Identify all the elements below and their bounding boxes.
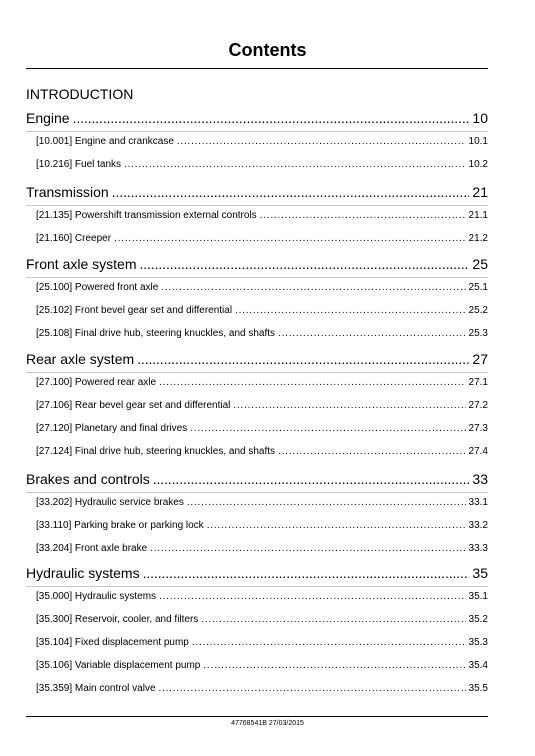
toc-item-title: [33.204] Front axle brake (36, 543, 148, 554)
toc-item-title: [27.100] Powered rear axle (36, 377, 157, 388)
dot-leader (139, 256, 469, 272)
toc-item-title: [35.359] Main control valve (36, 683, 156, 694)
toc-section-page: 25 (472, 256, 488, 272)
toc-item[interactable] (26, 400, 488, 414)
toc-item-page: 35.2 (468, 614, 488, 625)
toc-item-page: 27.4 (468, 446, 488, 457)
dot-leader (159, 683, 466, 694)
toc-item[interactable] (26, 305, 488, 319)
dot-leader (207, 520, 466, 531)
dot-leader (190, 423, 465, 434)
toc-item-title: [33.202] Hydraulic service brakes (36, 497, 184, 508)
title-rule (26, 68, 488, 69)
dot-leader (278, 328, 466, 339)
dot-leader (187, 497, 466, 508)
dot-leader (124, 159, 465, 170)
toc-item[interactable] (26, 377, 488, 391)
toc-section-title: Engine (26, 110, 70, 126)
section-divider (26, 492, 488, 493)
dot-leader (260, 210, 466, 221)
toc-item-title: [27.124] Final drive hub, steering knuckles, and shafts (36, 446, 276, 457)
toc-item-title: [10.001] Engine and crankcase (36, 136, 174, 147)
toc-item-page: 35.3 (468, 637, 488, 648)
dot-leader (159, 591, 465, 602)
dot-leader (233, 400, 465, 411)
toc-item[interactable] (26, 446, 488, 460)
toc-section[interactable] (26, 110, 488, 130)
toc-item-title: [27.120] Planetary and final drives (36, 423, 188, 434)
toc-section-title: Front axle system (26, 256, 137, 272)
toc-item-page: 33.1 (468, 497, 488, 508)
toc-item-page: 21.2 (468, 233, 488, 244)
toc-item-page: 27.3 (468, 423, 488, 434)
dot-leader (143, 565, 470, 581)
toc-item-page: 33.2 (468, 520, 488, 531)
toc-item[interactable] (26, 233, 488, 247)
toc-item-title: [25.108] Final drive hub, steering knuckles, and shafts (36, 328, 276, 339)
toc-item-page: 27.1 (468, 377, 488, 388)
toc-item[interactable] (26, 210, 488, 224)
page-title: Contents (228, 40, 307, 60)
toc-item[interactable] (26, 660, 488, 674)
toc-item-page: 35.1 (468, 591, 488, 602)
toc-item-page: 10.1 (468, 136, 488, 147)
toc-item-title: [27.106] Rear bevel gear set and differential (36, 400, 231, 411)
footer-rule (26, 716, 488, 717)
toc-item-title: [35.300] Reservoir, cooler, and filters (36, 614, 199, 625)
toc-section-title: Transmission (26, 184, 109, 200)
toc-item-page: 35.4 (468, 660, 488, 671)
toc-section-page: 35 (472, 565, 488, 581)
toc-item[interactable] (26, 614, 488, 628)
toc-section-title: Hydraulic systems (26, 565, 140, 581)
dot-leader (278, 446, 466, 457)
toc-section[interactable] (26, 256, 488, 276)
dot-leader (73, 110, 470, 126)
dot-leader (192, 637, 466, 648)
dot-leader (177, 136, 466, 147)
toc-item-page: 35.5 (468, 683, 488, 694)
toc-section-page: 33 (472, 471, 488, 487)
dot-leader (203, 660, 465, 671)
dot-leader (201, 614, 465, 625)
toc-item-title: [21.160] Creeper (36, 233, 112, 244)
toc-item[interactable] (26, 591, 488, 605)
toc-item-page: 25.1 (468, 282, 488, 293)
toc-section[interactable] (26, 565, 488, 585)
section-divider (26, 205, 488, 206)
dot-leader (150, 543, 465, 554)
dot-leader (137, 351, 469, 367)
toc-item-title: [25.102] Front bevel gear set and differential (36, 305, 233, 316)
toc-item-title: [35.106] Variable displacement pump (36, 660, 201, 671)
toc-item[interactable] (26, 520, 488, 534)
toc-item[interactable] (26, 423, 488, 437)
toc-item-page: 25.3 (468, 328, 488, 339)
toc-section-title: Rear axle system (26, 351, 135, 367)
toc-section-page: 27 (472, 351, 488, 367)
toc-item-title: [35.000] Hydraulic systems (36, 591, 157, 602)
toc-item[interactable] (26, 637, 488, 651)
toc-item[interactable] (26, 543, 488, 557)
toc-item-title: [25.100] Powered front axle (36, 282, 159, 293)
toc-item[interactable] (26, 497, 488, 511)
toc-item-page: 21.1 (468, 210, 488, 221)
section-divider (26, 131, 488, 132)
toc-item-page: 33.3 (468, 543, 488, 554)
toc-section[interactable] (26, 184, 488, 204)
dot-leader (235, 305, 465, 316)
toc-section-page: 21 (472, 184, 488, 200)
dot-leader (112, 184, 470, 200)
toc-item[interactable] (26, 282, 488, 296)
introduction-heading: INTRODUCTION (26, 86, 134, 102)
toc-item[interactable] (26, 328, 488, 342)
toc-item-page: 10.2 (468, 159, 488, 170)
toc-section[interactable] (26, 471, 488, 491)
toc-item-title: [33.110] Parking brake or parking lock (36, 520, 204, 531)
toc-section[interactable] (26, 351, 488, 371)
dot-leader (161, 282, 465, 293)
dot-leader (153, 471, 470, 487)
toc-item-page: 25.2 (468, 305, 488, 316)
toc-section-title: Brakes and controls (26, 471, 150, 487)
toc-item-page: 27.2 (468, 400, 488, 411)
toc-item-title: [10.216] Fuel tanks (36, 159, 122, 170)
toc-section-page: 10 (472, 110, 488, 126)
toc-item[interactable] (26, 136, 488, 150)
section-divider (26, 372, 488, 373)
section-divider (26, 277, 488, 278)
toc-item-title: [35.104] Fixed displacement pump (36, 637, 189, 648)
toc-item[interactable] (26, 683, 488, 697)
dot-leader (114, 233, 465, 244)
page-footer: 47768541B 27/03/2015 (231, 720, 304, 727)
dot-leader (159, 377, 465, 388)
section-divider (26, 586, 488, 587)
toc-item-title: [21.135] Powershift transmission external controls (36, 210, 257, 221)
toc-item[interactable] (26, 159, 488, 173)
